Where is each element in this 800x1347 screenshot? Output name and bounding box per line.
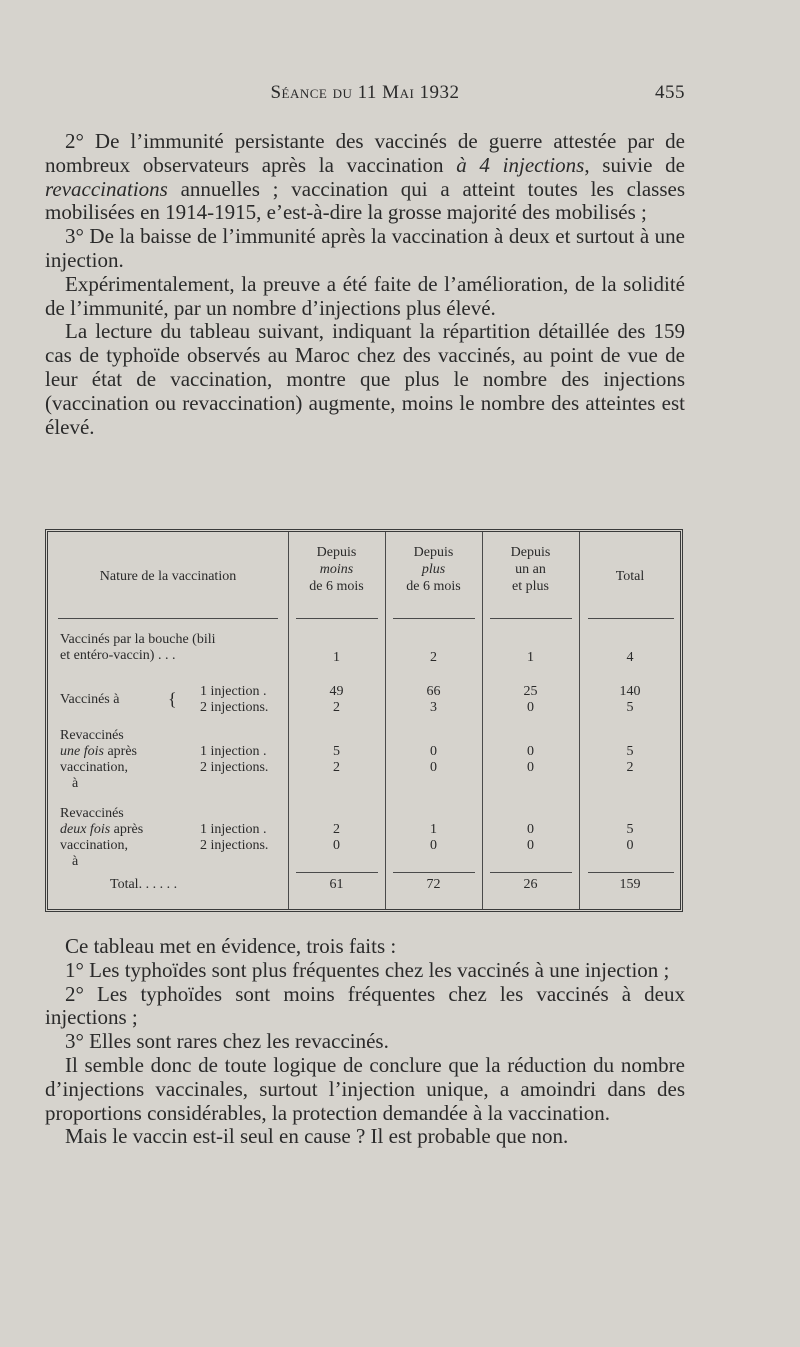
total-rule — [588, 872, 674, 873]
header-col1: Depuis moins de 6 mois — [309, 545, 364, 594]
header-rule — [490, 618, 572, 619]
paragraph: 2° Les typhoïdes sont moins fréquentes chez les vaccinés à deux injections ; — [45, 981, 685, 1030]
table-cell: 159 — [619, 877, 641, 892]
table-cell: 49 — [329, 684, 344, 699]
total-rule — [296, 872, 378, 873]
header-rule — [393, 618, 475, 619]
header-col2: Depuis plus de 6 mois — [406, 545, 461, 594]
table-cell: 4 — [626, 650, 634, 665]
row-label-total: Total. . . . . . — [110, 877, 178, 892]
table-cell: 0 — [333, 838, 340, 853]
header-col3: Depuis un an et plus — [510, 545, 551, 594]
table-cell: 72 — [426, 877, 441, 892]
row-label-vaccines: Vaccinés à { 1 injection . 2 injections. — [60, 684, 269, 715]
table-cell: 0 — [527, 700, 534, 715]
table-cell: 1 — [527, 650, 534, 665]
header-rule — [588, 618, 674, 619]
total-rule — [490, 872, 572, 873]
paragraph: Il semble donc de toute logique de conclure que la réduction du nombre d’injections vaccinales, surtout l’injection unique, a amoindri dans des proportions considérables, la protection demandée à la vaccination. — [45, 1052, 685, 1125]
header-total: Total — [615, 569, 645, 584]
row-label-revaccines-une-fois: Revaccinés une fois après vaccination, à 1 injection . 2 injections. — [60, 728, 269, 791]
paragraph: 3° De la baisse de l’immunité après la vaccination à deux et surtout à une injection. — [45, 224, 685, 272]
brace-glyph: { — [168, 689, 177, 709]
running-title: Séance du 11 Mai 1932 — [270, 82, 460, 103]
paragraph: 1° Les typhoïdes sont plus fréquentes chez les vaccinés à une injection ; — [65, 957, 670, 982]
header-rule — [296, 618, 378, 619]
paragraph: Mais le vaccin est-il seul en cause ? Il est probable que non. — [65, 1124, 569, 1149]
table-cell: 2 — [430, 650, 437, 665]
page-number: 455 — [655, 82, 685, 103]
table-cell: 66 — [426, 684, 441, 699]
table-cell: 5 — [626, 700, 634, 715]
header-nature: Nature de la vaccination — [99, 569, 237, 584]
table-cell: 0 — [527, 822, 534, 837]
table-cell: 2 — [333, 822, 340, 837]
table-cell: 2 — [333, 760, 340, 775]
page-header — [45, 82, 685, 112]
body-text-bottom — [45, 935, 685, 1149]
table-cell: 3 — [430, 700, 437, 715]
table-cell: 0 — [527, 760, 534, 775]
table-cell: 0 — [527, 838, 534, 853]
table-cell: 0 — [430, 760, 437, 775]
body-text-top — [45, 130, 685, 439]
row-label-bouche: Vaccinés par la bouche (bili et entéro-vaccin) . . . — [60, 632, 216, 663]
total-rule — [393, 872, 475, 873]
table-cell: 0 — [430, 744, 437, 759]
row-label-revaccines-deux-fois: Revaccinés deux fois après vaccination, à 1 injection . 2 injections. — [60, 806, 269, 869]
table-cell: 5 — [626, 744, 634, 759]
table-cell: 1 — [430, 822, 437, 837]
paragraph: 3° Elles sont rares chez les revaccinés. — [65, 1029, 389, 1054]
table-cell: 2 — [333, 700, 340, 715]
vaccination-table — [45, 529, 683, 912]
table-cell: 2 — [626, 760, 634, 775]
table-cell: 61 — [329, 877, 344, 892]
paragraph: Ce tableau met en évidence, trois faits : — [65, 934, 397, 958]
table-cell: 5 — [333, 744, 340, 759]
paragraph: 2° De l’immunité persistante des vaccinés de guerre attestée par de nombreux observateurs après la vaccination à 4 injections, suivie de revaccinations annuelles ; vaccination qui a atteint toutes les classes mobilisées en 1914-1915, e’est-à-dire la grosse majorité des mobilisés ; — [45, 129, 686, 225]
table-cell: 5 — [626, 822, 634, 837]
table-cell: 140 — [619, 684, 641, 699]
table-cell: 0 — [626, 838, 634, 853]
table-cell: 0 — [430, 838, 437, 853]
table-cell: 1 — [333, 650, 340, 665]
paragraph: La lecture du tableau suivant, indiquant la répartition détaillée des 159 cas de typhoïde observés au Maroc chez des vaccinés, au point de vue de leur état de vaccination, montre que plus le nombre des injections (vaccination ou revaccination) augmente, moins le nombre des atteintes est élevé. — [45, 319, 685, 439]
paragraph: Expérimentalement, la preuve a été faite de l’amélioration, de la solidité de l’immunité, par un nombre d’injections plus élevé. — [45, 271, 685, 320]
table-cell: 25 — [523, 684, 538, 699]
header-rule — [58, 618, 278, 619]
table-cell: 0 — [527, 744, 534, 759]
table-cell: 26 — [523, 877, 538, 892]
